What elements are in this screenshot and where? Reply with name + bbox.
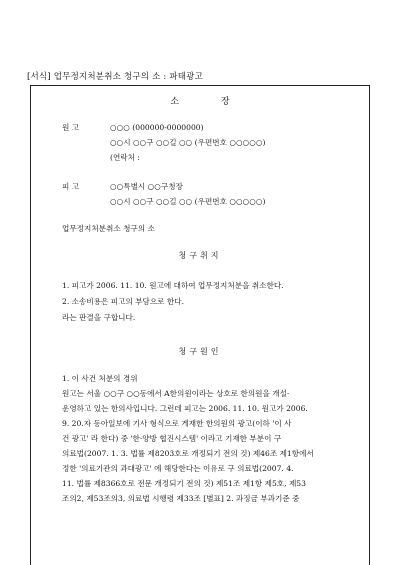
defendant-name: ○○특별시 ○○구청장 xyxy=(110,182,183,191)
cause-line: 정한 '의료기관의 과대광고' 에 해당한다는 이유로 구 의료법(2007. 4. xyxy=(62,464,294,473)
cause-heading: 1. 이 사건 처분의 경위 xyxy=(62,374,138,383)
case-title: 업무정지처분취소 청구의 소 xyxy=(62,224,155,233)
cause-line: 건 광고' 라 한다) 중 '한·양방 협진시스템' 이라고 기재한 부분이 구 xyxy=(62,434,282,443)
claim-line: 1. 피고가 2006. 11. 10. 원고에 대하여 업무정지처분을 취소한다. xyxy=(62,281,284,290)
title-char-1: 소 xyxy=(170,97,179,107)
cause-line: 조의2, 제53조의3, 의료법 시행령 제33조 [별표] 2. 과징금 부과기준 중 xyxy=(62,494,300,503)
plaintiff-label: 원 고 xyxy=(62,123,80,132)
defendant-address: ○○시 ○○구 ○○길 ○○ (우편번호 ○○○○○) xyxy=(110,197,266,206)
plaintiff-name: ○○○ (000000-0000000) xyxy=(110,123,204,132)
claim-line: 라는 판결을 구합니다. xyxy=(62,313,136,322)
document-title xyxy=(0,94,400,107)
title-char-2: 장 xyxy=(221,97,230,107)
form-caption: [서식] 업무정지처분취소 청구의 소 : 파태광고 xyxy=(27,72,204,82)
cause-section-title: 청구원인 xyxy=(178,347,222,356)
plaintiff-contact: (연락처 : xyxy=(110,153,140,162)
plaintiff-address: ○○시 ○○구 ○○길 ○○ (우편번호 ○○○○○) xyxy=(110,138,266,147)
cause-line: 9. 20.자 동아일보에 기사 형식으로 게재한 한의원의 광고(이하 '이 사 xyxy=(62,419,292,428)
cause-line: 원고는 서울 ○○구 ○○동에서 A한의원이라는 상호로 한의원을 개설· xyxy=(62,389,290,398)
cause-line: 의료법(2007. 1. 3. 법률 제8203호로 개정되기 전의 것) 제46조 제1항에서 xyxy=(62,449,314,458)
cause-line: 운영하고 있는 한의사입니다. 그런데 피고는 2006. 11. 10. 원고가 2006. xyxy=(62,404,308,413)
cause-line: 11. 법률 제8366호로 전문 개정되기 전의 것) 제51조 제1항 제5호, 제53 xyxy=(62,479,306,488)
claim-section-title: 청구취지 xyxy=(178,251,222,260)
defendant-label: 피 고 xyxy=(62,182,80,191)
claim-line: 2. 소송비용은 피고의 부담으로 한다. xyxy=(62,297,185,306)
